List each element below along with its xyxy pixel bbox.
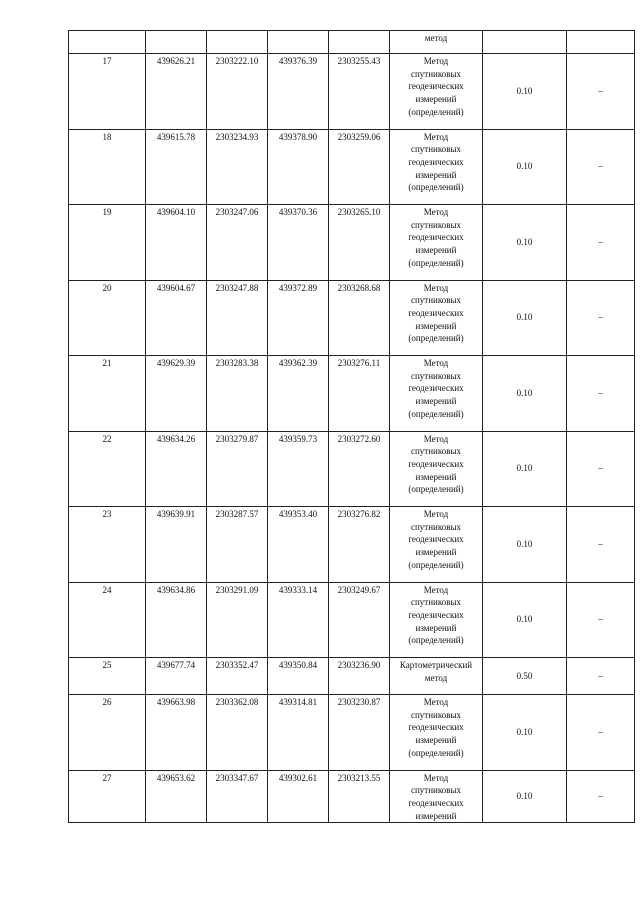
point-number-cell: 20 [69,280,146,356]
accuracy-cell: 0.50 [483,658,567,695]
method-line: Метод [423,772,449,783]
x-old-cell: 439604.10 [146,205,207,281]
method-line: спутниковых [410,446,462,457]
y-new-cell: 2303255.43 [329,54,390,130]
y-old-cell: 2303247.88 [207,280,268,356]
point-number-cell: 26 [69,695,146,771]
point-number-cell: 19 [69,205,146,281]
method-line: спутниковых [410,219,462,230]
accuracy-cell: 0.10 [483,431,567,507]
x-new-cell: 439376.39 [268,54,329,130]
x-new-cell: 439359.73 [268,431,329,507]
accuracy-cell [483,31,567,54]
y-old-cell: 2303222.10 [207,54,268,130]
y-old-cell: 2303352.47 [207,658,268,695]
x-old-cell: 439626.21 [146,54,207,130]
y-new-cell: 2303272.60 [329,431,390,507]
x-new-cell [268,31,329,54]
y-old-cell: 2303279.87 [207,431,268,507]
method-line: измерений [415,320,457,331]
method-line: геодезических [408,307,464,318]
method-line: измерений [415,810,457,821]
method-line: измерений [415,547,457,558]
method-line: Метод [423,282,449,293]
x-old-cell: 439639.91 [146,507,207,583]
x-old-cell: 439634.86 [146,582,207,658]
accuracy-cell: 0.10 [483,129,567,205]
method-line: геодезических [408,458,464,469]
note-cell [567,31,635,54]
x-new-cell: 439302.61 [268,770,329,823]
x-new-cell: 439362.39 [268,356,329,432]
y-old-cell: 2303287.57 [207,507,268,583]
method-line: измерений [415,169,457,180]
y-new-cell: 2303230.87 [329,695,390,771]
method-cell [390,770,483,823]
accuracy-cell: 0.10 [483,695,567,771]
x-old-cell: 439653.62 [146,770,207,823]
y-old-cell: 2303291.09 [207,582,268,658]
y-new-cell: 2303276.82 [329,507,390,583]
table-row [69,582,635,658]
method-line: измерений [415,622,457,633]
y-old-cell: 2303347.67 [207,770,268,823]
method-cell [390,507,483,583]
x-new-cell: 439378.90 [268,129,329,205]
method-line: измерений [415,396,457,407]
note-cell: – [567,695,635,771]
y-old-cell [207,31,268,54]
method-line: спутниковых [410,709,462,720]
table-row [69,431,635,507]
table-row [69,31,635,54]
x-old-cell [146,31,207,54]
note-cell: – [567,582,635,658]
point-number-cell: 17 [69,54,146,130]
method-line: геодезических [408,81,464,92]
method-cell [390,431,483,507]
method-line: геодезических [408,797,464,808]
x-new-cell: 439353.40 [268,507,329,583]
note-cell: – [567,205,635,281]
method-line: Картометрический [399,660,473,670]
method-line: (определений) [408,747,464,758]
method-cell [390,582,483,658]
method-line: (определений) [408,257,464,268]
method-line: геодезических [408,232,464,243]
y-new-cell: 2303249.67 [329,582,390,658]
table-row [69,356,635,432]
note-cell: – [567,507,635,583]
x-new-cell: 439372.89 [268,280,329,356]
point-number-cell: 18 [69,129,146,205]
method-line: геодезических [408,534,464,545]
x-new-cell: 439314.81 [268,695,329,771]
coordinates-table [68,30,635,823]
method-line: измерений [415,94,457,105]
method-line: Метод [423,56,449,66]
method-line: Метод [423,433,449,444]
note-cell: – [567,658,635,695]
x-new-cell: 439370.36 [268,205,329,281]
note-cell: – [567,54,635,130]
note-cell: – [567,770,635,823]
accuracy-cell: 0.10 [483,507,567,583]
method-line: спутниковых [410,370,462,381]
accuracy-cell: 0.10 [483,280,567,356]
method-line: спутниковых [410,785,462,796]
accuracy-cell: 0.10 [483,582,567,658]
y-new-cell: 2303276.11 [329,356,390,432]
table-row [69,507,635,583]
method-line: Метод [423,131,449,142]
y-new-cell: 2303236.90 [329,658,390,695]
x-old-cell: 439663.98 [146,695,207,771]
method-line: (определений) [408,484,464,495]
x-old-cell: 439604.67 [146,280,207,356]
method-line: Метод [423,207,449,217]
accuracy-cell: 0.10 [483,54,567,130]
table-row [69,695,635,771]
table-row [69,54,635,130]
y-old-cell: 2303283.38 [207,356,268,432]
method-cell [390,129,483,205]
method-line: метод [424,672,448,683]
method-line: спутниковых [410,68,462,79]
method-line: (определений) [408,559,464,570]
table-row [69,658,635,695]
method-cell [390,280,483,356]
method-cell [390,54,483,130]
method-cell [390,205,483,281]
point-number-cell: 22 [69,431,146,507]
accuracy-cell: 0.10 [483,356,567,432]
method-line: (определений) [408,182,464,193]
method-line: геодезических [408,383,464,394]
table-row [69,205,635,281]
x-new-cell: 439333.14 [268,582,329,658]
y-new-cell: 2303265.10 [329,205,390,281]
method-line: (определений) [408,333,464,344]
method-line: метод [424,33,448,43]
y-new-cell: 2303213.55 [329,770,390,823]
table-row [69,129,635,205]
x-old-cell: 439629.39 [146,356,207,432]
note-cell: – [567,129,635,205]
method-line: спутниковых [410,144,462,155]
method-line: (определений) [408,408,464,419]
note-cell: – [567,356,635,432]
y-new-cell: 2303268.68 [329,280,390,356]
method-line: спутниковых [410,597,462,608]
table-row [69,770,635,823]
y-old-cell: 2303234.93 [207,129,268,205]
point-number-cell: 24 [69,582,146,658]
method-line: геодезических [408,609,464,620]
method-cell [390,695,483,771]
method-cell [390,31,483,54]
method-line: измерений [415,735,457,746]
method-line: измерений [415,245,457,256]
method-line: Метод [423,584,449,595]
note-cell: – [567,280,635,356]
accuracy-cell: 0.10 [483,770,567,823]
table-row [69,280,635,356]
method-line: измерений [415,471,457,482]
x-old-cell: 439615.78 [146,129,207,205]
method-line: (определений) [408,106,464,117]
method-cell [390,356,483,432]
y-old-cell: 2303362.08 [207,695,268,771]
y-new-cell [329,31,390,54]
method-line: спутниковых [410,295,462,306]
note-cell: – [567,431,635,507]
method-cell [390,658,483,695]
method-line: геодезических [408,156,464,167]
method-line: геодезических [408,722,464,733]
point-number-cell: 25 [69,658,146,695]
accuracy-cell: 0.10 [483,205,567,281]
method-line: Метод [423,358,449,368]
method-line: Метод [423,697,449,707]
y-new-cell: 2303259.06 [329,129,390,205]
y-old-cell: 2303247.06 [207,205,268,281]
x-new-cell: 439350.84 [268,658,329,695]
point-number-cell: 23 [69,507,146,583]
point-number-cell [69,31,146,54]
point-number-cell: 27 [69,770,146,823]
point-number-cell: 21 [69,356,146,432]
method-line: (определений) [408,635,464,646]
x-old-cell: 439677.74 [146,658,207,695]
x-old-cell: 439634.26 [146,431,207,507]
method-line: Метод [423,509,449,519]
method-line: спутниковых [410,521,462,532]
